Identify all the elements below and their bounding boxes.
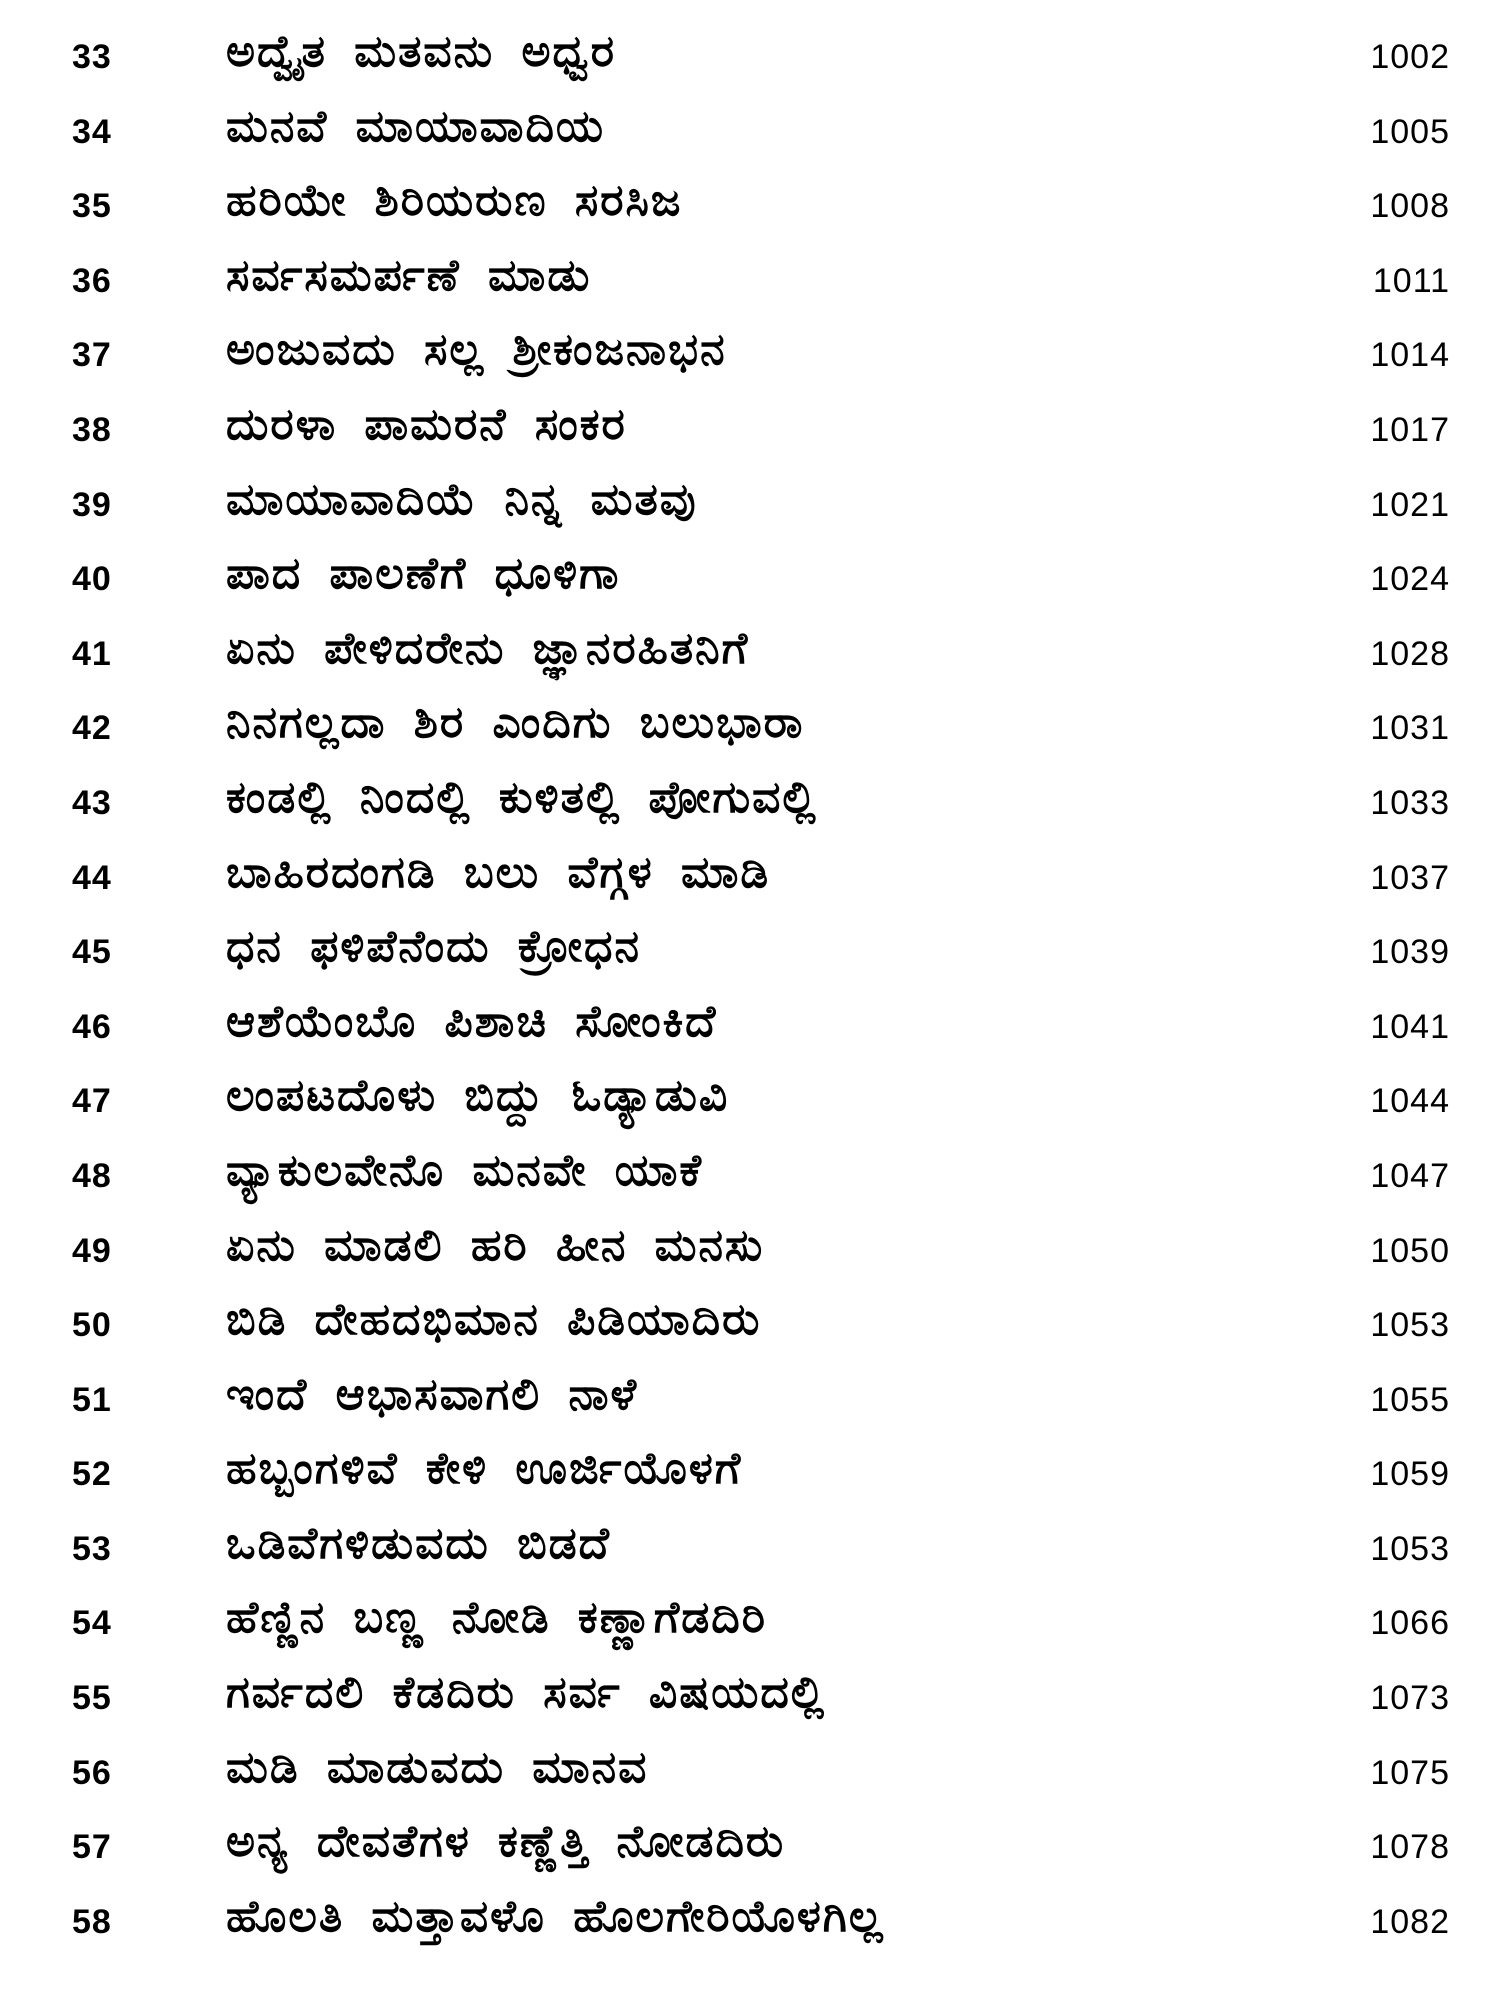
entry-number: 36: [72, 261, 112, 300]
entry-title: ಹೆಣ್ಣಿನ ಬಣ್ಣ ನೋಡಿ ಕಣ್ಣಾಗೆಡದಿರಿ: [226, 1592, 767, 1644]
entry-number: 56: [72, 1753, 112, 1792]
toc-entry: [0, 764, 1500, 839]
entry-number: 37: [72, 336, 112, 375]
entry-page-number: 1066: [1370, 1604, 1450, 1643]
toc-entry: [0, 316, 1500, 391]
entry-page-number: 1059: [1370, 1455, 1450, 1494]
entry-page-number: 1002: [1370, 38, 1450, 76]
entry-page-number: 1050: [1370, 1231, 1450, 1270]
toc-entry: [0, 18, 1500, 93]
entry-number: 44: [72, 858, 112, 897]
toc-entry: [0, 466, 1500, 541]
toc-entry: [0, 1734, 1500, 1809]
entry-number: 40: [72, 560, 112, 599]
toc-entry: [0, 689, 1500, 764]
entry-title: ಕಂಡಲ್ಲಿ ನಿಂದಲ್ಲಿ ಕುಳಿತಲ್ಲಿ ಪೋಗುವಲ್ಲಿ: [226, 771, 818, 823]
entry-title: ಗರ್ವದಲಿ ಕೆಡದಿರು ಸರ್ವ ವಿಷಯದಲ್ಲಿ: [226, 1667, 827, 1719]
entry-number: 52: [72, 1455, 112, 1494]
entry-title: ಅಂಜುವದು ಸಲ್ಲ ಶ್ರೀಕಂಜನಾಭನ: [226, 324, 727, 376]
toc-entry: [0, 1062, 1500, 1137]
toc-entry: [0, 391, 1500, 466]
entry-page-number: 1082: [1370, 1902, 1450, 1941]
entry-page-number: 1075: [1370, 1753, 1450, 1792]
toc-entry: [0, 1361, 1500, 1436]
entry-number: 47: [72, 1082, 112, 1121]
entry-title: ದುರಳಾ ಪಾಮರನೆ ಸಂಕರ: [226, 398, 627, 450]
entry-number: 39: [72, 485, 112, 524]
entry-page-number: 1024: [1370, 560, 1450, 599]
entry-number: 58: [72, 1902, 112, 1941]
entry-number: 54: [72, 1604, 112, 1643]
toc-entry: [0, 540, 1500, 615]
toc-entry: [0, 615, 1500, 690]
entry-number: 57: [72, 1828, 112, 1867]
entry-page-number: 1017: [1370, 410, 1450, 449]
entry-number: 42: [72, 709, 112, 748]
entry-title: ಒಡಿವೆಗಳಿಡುವದು ಬಿಡದೆ: [226, 1517, 611, 1569]
toc-entry: [0, 1212, 1500, 1287]
toc-entry: [0, 167, 1500, 242]
entry-page-number: 1014: [1370, 336, 1450, 375]
entry-number: 34: [72, 112, 112, 151]
entry-page-number: 1053: [1370, 1529, 1450, 1568]
entry-title: ಮಡಿ ಮಾಡುವದು ಮಾನವ: [226, 1741, 649, 1793]
entry-number: 49: [72, 1231, 112, 1270]
entry-page-number: 1008: [1370, 187, 1450, 226]
toc-entry: [0, 839, 1500, 914]
entry-title: ಬಾಹಿರದಂಗಡಿ ಬಲು ವೆಗ್ಗಳ ಮಾಡಿ: [226, 846, 771, 898]
entry-page-number: 1047: [1370, 1156, 1450, 1195]
entry-number: 55: [72, 1679, 112, 1718]
entry-number: 51: [72, 1380, 112, 1419]
entry-title: ಮಾಯಾವಾದಿಯೆ ನಿನ್ನ ಮತವು: [226, 473, 698, 525]
toc-entry: [0, 1584, 1500, 1659]
entry-title: ಹರಿಯೇ ಶಿರಿಯರುಣ ಸರಸಿಜ: [226, 175, 683, 227]
entry-title: ಆಶೆಯೆಂಬೊ ಪಿಶಾಚಿ ಸೋಂಕಿದೆ: [226, 995, 718, 1047]
entry-page-number: 1005: [1370, 112, 1450, 151]
entry-title: ಪಾದ ಪಾಲಣೆಗೆ ಧೂಳಿಗಾ: [226, 548, 621, 600]
toc-entry: [0, 93, 1500, 168]
table-of-contents: [0, 18, 1500, 1957]
entry-title: ಲಂಪಟದೊಳು ಬಿದ್ದು ಓಡ್ಯಾಡುವಿ: [226, 1070, 730, 1122]
entry-number: 46: [72, 1007, 112, 1046]
entry-page-number: 1033: [1370, 783, 1450, 822]
entry-title: ಇಂದೆ ಆಭಾಸವಾಗಲಿ ನಾಳೆ: [226, 1368, 639, 1420]
entry-title: ಏನು ಪೇಳಿದರೇನು ಜ್ಞಾನರಹಿತನಿಗೆ: [226, 622, 750, 674]
toc-entry: [0, 1435, 1500, 1510]
entry-title: ಅದ್ವೈತ ಮತವನು ಅಧ್ವರ: [226, 26, 617, 77]
entry-number: 35: [72, 187, 112, 226]
entry-page-number: 1041: [1370, 1007, 1450, 1046]
entry-page-number: 1078: [1370, 1828, 1450, 1867]
entry-title: ವ್ಯಾಕುಲವೇನೊ ಮನವೇ ಯಾಕೆ: [226, 1144, 703, 1196]
entry-title: ಹಬ್ಬಂಗಳಿವೆ ಕೇಳಿ ಊರ್ಜಿಯೊಳಗೆ: [226, 1443, 743, 1495]
entry-number: 45: [72, 933, 112, 972]
toc-entry: [0, 1286, 1500, 1361]
entry-number: 43: [72, 783, 112, 822]
entry-title: ಅನ್ಯ ದೇವತೆಗಳ ಕಣ್ಣೆತ್ತಿ ನೋಡದಿರು: [226, 1816, 786, 1868]
entry-number: 33: [72, 38, 112, 76]
toc-entry: [0, 988, 1500, 1063]
entry-page-number: 1021: [1370, 485, 1450, 524]
entry-title: ಬಿಡಿ ದೇಹದಭಿಮಾನ ಪಿಡಿಯಾದಿರು: [226, 1294, 762, 1346]
toc-entry: [0, 1137, 1500, 1212]
entry-title: ಹೊಲತಿ ಮತ್ತಾವಳೊ ಹೊಲಗೇರಿಯೊಳಗಿಲ್ಲ: [226, 1890, 885, 1942]
toc-entry: [0, 1510, 1500, 1585]
entry-page-number: 1055: [1370, 1380, 1450, 1419]
entry-number: 38: [72, 410, 112, 449]
entry-page-number: 1028: [1370, 634, 1450, 673]
entry-title: ಸರ್ವಸಮರ್ಪಣೆ ಮಾಡು: [226, 249, 592, 301]
entry-number: 41: [72, 634, 112, 673]
entry-title: ಧನ ಫಳಿಪೆನೆಂದು ಕ್ರೋಧನ: [226, 921, 641, 973]
toc-entry: [0, 1808, 1500, 1883]
toc-entry: [0, 1883, 1500, 1958]
entry-title: ಏನು ಮಾಡಲಿ ಹರಿ ಹೀನ ಮನಸು: [226, 1219, 765, 1271]
entry-number: 53: [72, 1529, 112, 1568]
entry-page-number: 1037: [1370, 858, 1450, 897]
entry-title: ನಿನಗಲ್ಲದಾ ಶಿರ ಎಂದಿಗು ಬಲುಭಾರಾ: [226, 697, 805, 749]
toc-entry: [0, 1659, 1500, 1734]
entry-title: ಮನವೆ ಮಾಯಾವಾದಿಯ: [226, 100, 605, 152]
toc-entry: [0, 913, 1500, 988]
entry-number: 50: [72, 1306, 112, 1345]
entry-page-number: 1039: [1370, 933, 1450, 972]
entry-page-number: 1044: [1370, 1082, 1450, 1121]
entry-number: 48: [72, 1156, 112, 1195]
entry-page-number: 1053: [1370, 1306, 1450, 1345]
entry-page-number: 1011: [1372, 261, 1450, 300]
toc-entry: [0, 242, 1500, 317]
entry-page-number: 1031: [1370, 709, 1450, 748]
entry-page-number: 1073: [1370, 1679, 1450, 1718]
